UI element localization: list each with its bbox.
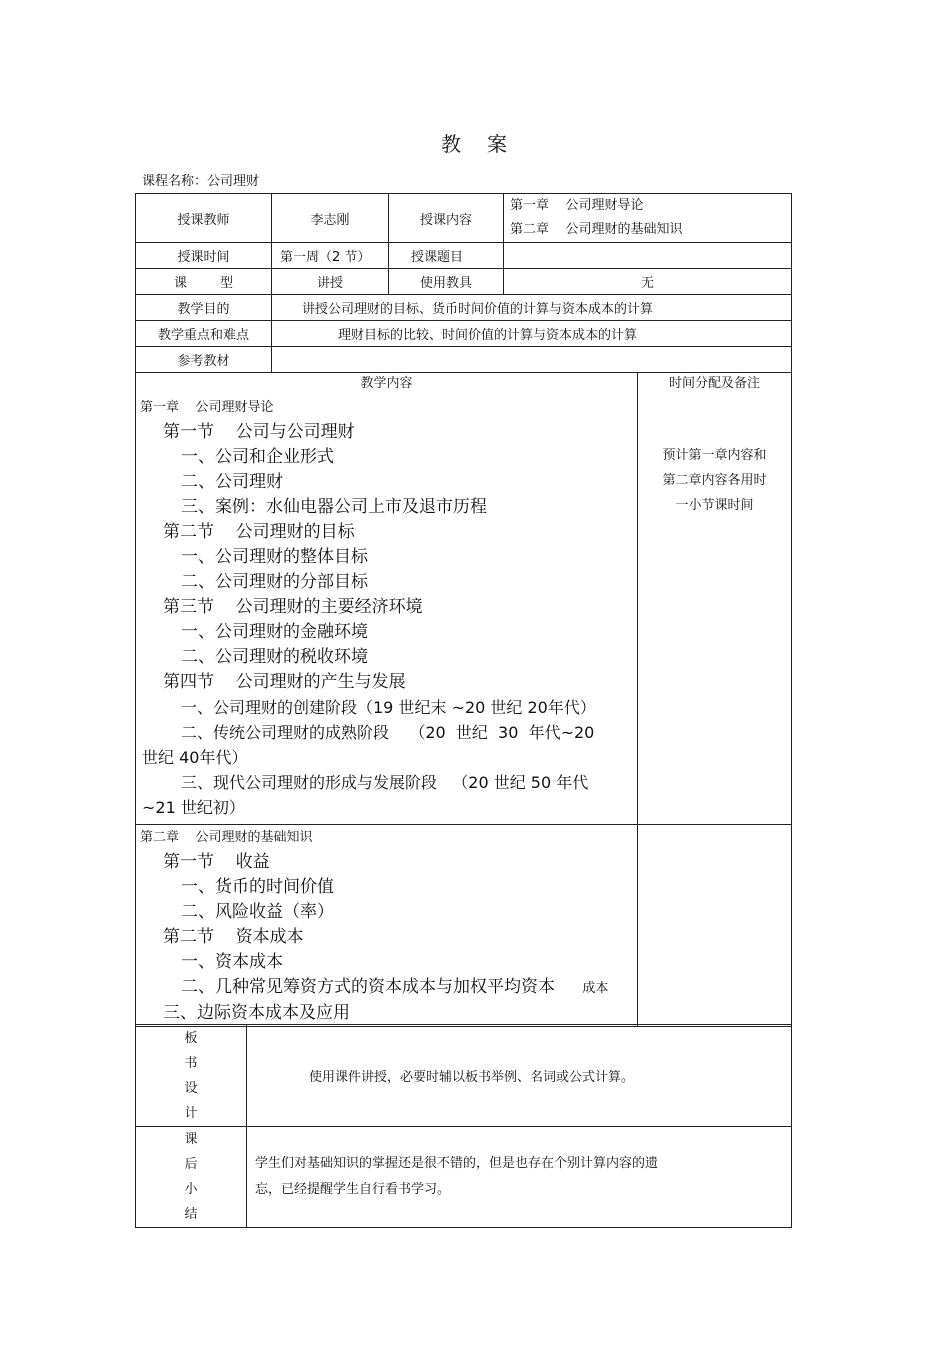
summary-label-char: 课 (184, 1132, 198, 1147)
outline-line: 一、货币的时间价值 (181, 877, 334, 897)
tools-value: 无 (504, 269, 792, 295)
note-line: 预计第一章内容和 (662, 448, 767, 463)
outline-line: 一、公司和企业形式 (181, 447, 334, 467)
board-label-char: 板 (184, 1030, 198, 1046)
outline-line: 二、公司理财 (181, 472, 283, 492)
topic-value (504, 243, 792, 269)
time-value: 第一周（2 节） (272, 243, 389, 269)
content-line-1: 第一章 公司理财导论 (510, 198, 644, 213)
summary-table (135, 1024, 792, 1228)
note-line: 第二章内容各用时 (662, 473, 767, 488)
chapter1-outline (136, 420, 637, 820)
title-char-1: 教 (441, 132, 463, 156)
tools-label: 使用教具 (389, 269, 504, 295)
outline-line: 第二节 资本成本 (163, 927, 304, 947)
outline-line: 第一节 公司与公司理财 (163, 422, 355, 442)
summary-line-2: 忘，已经提醒学生自行看书学习。 (255, 1182, 451, 1197)
document-title (0, 128, 950, 157)
outline-line: 二、风险收益（率） (181, 902, 334, 922)
summary-label-char: 后 (184, 1157, 198, 1172)
teacher-label: 授课教师 (136, 194, 272, 243)
outline-line: 第二节 公司理财的目标 (163, 522, 355, 542)
notes-cell (638, 373, 792, 825)
summary-text (247, 1127, 792, 1228)
board-label-char: 设 (184, 1080, 198, 1096)
summary-label (136, 1127, 247, 1228)
board-label (136, 1025, 247, 1127)
summary-label-char: 结 (184, 1207, 198, 1222)
outline-line: 三、边际资本成本及应用 (163, 1003, 350, 1023)
board-text: 使用课件讲授，必要时辅以板书举例、名词或公式计算。 (247, 1025, 792, 1127)
content-table (135, 372, 792, 1027)
summary-line-1: 学生们对基础知识的掌握还是很不错的，但是也存在个别计算内容的遗 (255, 1156, 659, 1171)
outline-line: 第三节 公司理财的主要经济环境 (163, 597, 423, 617)
chapter2-title: 第二章 公司理财的基础知识 (140, 830, 313, 845)
outline-line: 一、资本成本 (181, 952, 283, 972)
content-line-2: 第二章 公司理财的基础知识 (510, 222, 683, 237)
topic-label: 授课题目 (389, 243, 504, 269)
notes-cell-2 (638, 825, 792, 1027)
board-label-char: 书 (184, 1055, 198, 1071)
content-value (504, 194, 792, 243)
outline-line-suffix: 成本 (582, 981, 609, 996)
outline-line: 二、公司理财的分部目标 (181, 572, 368, 592)
outline-line: ~21 世纪初） (142, 798, 245, 817)
course-value: 公司理财 (207, 174, 260, 189)
header-table (135, 193, 792, 373)
time-label: 授课时间 (136, 243, 272, 269)
outline-line-text: 二、几种常见筹资方式的资本成本与加权平均资本 (181, 977, 555, 997)
outline-line: 一、公司理财的整体目标 (181, 547, 368, 567)
outline-line: 二、传统公司理财的成熟阶段 （20 世纪 30 年代~20 (181, 723, 595, 742)
key-label: 教学重点和难点 (136, 321, 272, 347)
note-line: 一小节课时间 (675, 498, 754, 513)
outline-line: 一、公司理财的金融环境 (181, 622, 368, 642)
board-label-char: 计 (184, 1105, 198, 1121)
outline-line: 世纪 40年代） (142, 748, 248, 767)
outline-line: 第四节 公司理财的产生与发展 (163, 672, 406, 692)
outline-line: 一、公司理财的创建阶段（19 世纪末 ~20 世纪 20年代） (181, 698, 596, 717)
outline-line: 第一节 收益 (163, 852, 270, 872)
outline-line: 三、现代公司理财的形成与发展阶段 （20 世纪 50 年代 (181, 773, 589, 792)
ref-value (272, 347, 792, 373)
chapter2-outline (136, 850, 637, 1026)
chapter1-title: 第一章 公司理财导论 (140, 400, 274, 415)
title-char-2: 案 (487, 132, 509, 156)
course-name (142, 170, 259, 189)
summary-label-char: 小 (184, 1182, 198, 1197)
course-label: 课程名称： (142, 174, 208, 189)
chapter2-cell (136, 825, 638, 1027)
ref-label: 参考教材 (136, 347, 272, 373)
outline-line (136, 975, 637, 1001)
type-label: 课 型 (136, 269, 272, 295)
chapter1-cell (136, 373, 638, 825)
outline-line: 三、案例：水仙电器公司上市及退市历程 (181, 497, 487, 517)
notes-heading: 时间分配及备注 (668, 376, 760, 391)
goal-value: 讲授公司理财的目标、货币时间价值的计算与资本成本的计算 (272, 295, 792, 321)
teacher-value: 李志刚 (272, 194, 389, 243)
content-heading: 教学内容 (360, 376, 413, 391)
goal-label: 教学目的 (136, 295, 272, 321)
content-label: 授课内容 (389, 194, 504, 243)
type-value: 讲授 (272, 269, 389, 295)
outline-line: 二、公司理财的税收环境 (181, 647, 368, 667)
key-value: 理财目标的比较、时间价值的计算与资本成本的计算 (272, 321, 792, 347)
